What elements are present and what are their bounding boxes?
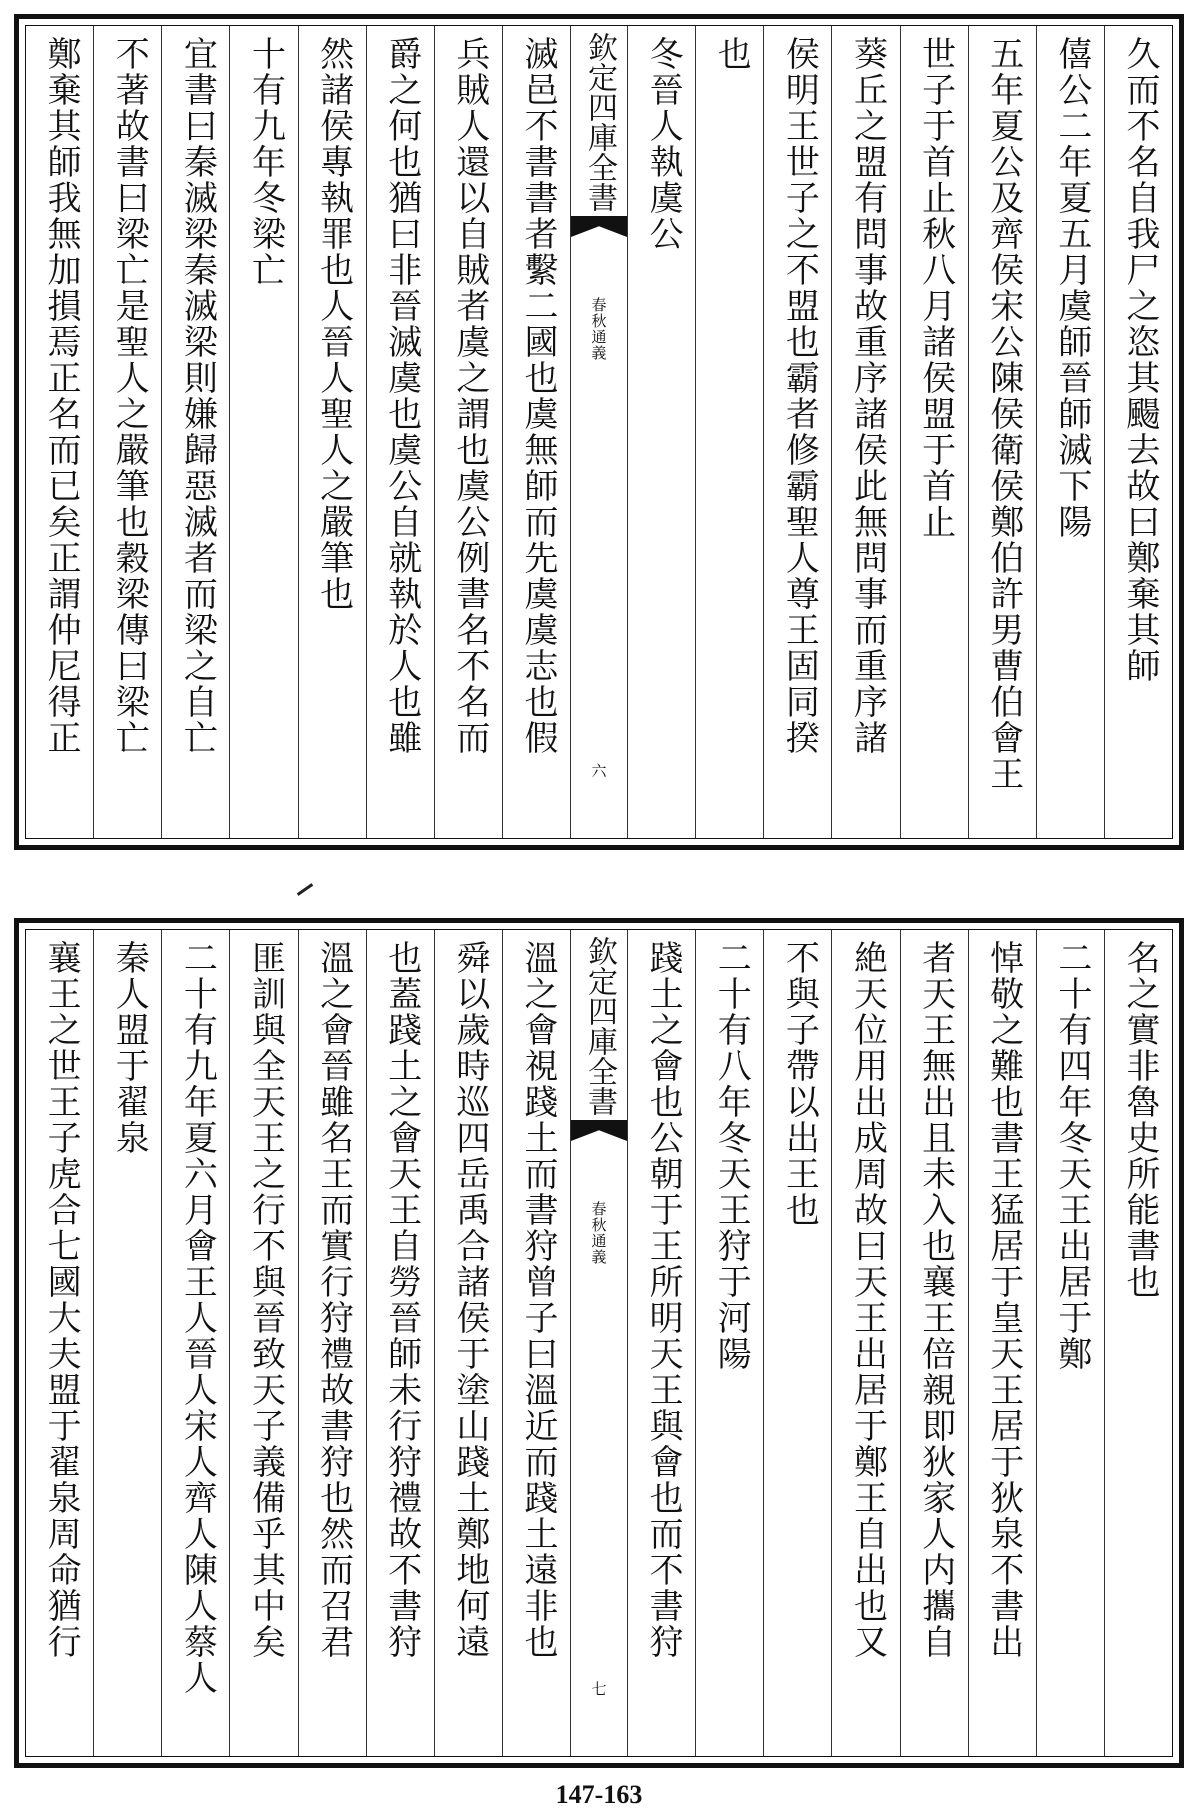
text-column: [93, 26, 161, 838]
column-text: 二十有四年冬天王出居于鄭: [1051, 940, 1092, 1372]
column-text: 僖公二年夏五月虞師晉師滅下陽: [1051, 36, 1092, 540]
text-column: [1036, 930, 1104, 1756]
column-text: 宜書曰秦滅梁秦滅梁則嫌歸惡滅者而梁之自亡: [177, 36, 218, 756]
column-text: 也蓋踐土之會天王自勞晉師未行狩禮故不書狩: [381, 940, 422, 1660]
page-number: 147-163: [555, 1780, 643, 1809]
text-column: [1104, 930, 1172, 1756]
text-column: [763, 930, 831, 1756]
text-column: [627, 930, 695, 1756]
stray-ink-mark: [297, 883, 313, 896]
column-text: 者天王無出且未入也襄王倍親即狄家人内攜自: [915, 940, 956, 1660]
book-title: 欽定四庫全書: [582, 32, 617, 212]
column-text: 然諸侯專執罪也人晉人聖人之嚴筆也: [313, 36, 354, 612]
text-column: [831, 930, 899, 1756]
text-column: [366, 26, 434, 838]
column-text: 世子于首止秋八月諸侯盟于首止: [915, 36, 956, 540]
column-text: 秦人盟于翟泉: [109, 940, 150, 1156]
column-text: 悼敬之難也書王猛居于皇天王居于狄泉不書出: [983, 940, 1024, 1660]
text-column: [93, 930, 161, 1756]
text-column: [298, 26, 366, 838]
top-page-frame: [25, 25, 1173, 839]
fishtail-mark: [571, 216, 627, 253]
column-text: 絶天位用出成周故曰天王出居于鄭王自出也又: [847, 940, 888, 1660]
column-text: 也: [711, 36, 752, 72]
column-text: 兵賊人還以自賊者虞之謂也虞公例書名不名而: [449, 36, 490, 756]
text-column: [695, 930, 763, 1756]
bottom-page: [14, 918, 1184, 1768]
text-column: [161, 930, 229, 1756]
column-text: 葵丘之盟有問事故重序諸侯此無問事而重序諸: [847, 36, 888, 756]
text-column: [627, 26, 695, 838]
fishtail-mark: [571, 1120, 627, 1157]
column-text: 爵之何也猶曰非晉滅虞也虞公自就執於人也雖: [381, 36, 422, 756]
text-column: [1036, 26, 1104, 838]
text-column: [434, 26, 502, 838]
column-text: 舜以歲時巡四岳禹合諸侯于塗山踐土鄭地何遠: [449, 940, 490, 1660]
column-text: 不與子帶以出王也: [779, 940, 820, 1228]
folio-number: 七: [589, 1681, 608, 1696]
column-text: 溫之會視踐土而書狩曾子曰溫近而踐土遠非也: [518, 940, 558, 1660]
text-column: [900, 26, 968, 838]
text-column: [229, 26, 297, 838]
column-text: 滅邑不書書者繫二國也虞無師而先虞虞志也假: [518, 36, 558, 756]
column-text: 二十有八年冬天王狩于河陽: [711, 940, 752, 1372]
text-column: [968, 26, 1036, 838]
text-column: [229, 930, 297, 1756]
book-title: 欽定四庫全書: [582, 936, 617, 1116]
center-fold: [570, 930, 627, 1756]
center-fold: [570, 26, 627, 838]
text-column: [695, 26, 763, 838]
top-page: [14, 14, 1184, 850]
column-text: 十有九年冬梁亡: [245, 36, 286, 288]
column-text: 溫之會晉雖名王而實行狩禮故書狩也然而召君: [313, 940, 354, 1660]
book-subtitle: 春秋通義: [589, 297, 608, 361]
text-column: [900, 930, 968, 1756]
text-column: [1104, 26, 1172, 838]
column-text: 襄王之世王子虎合七國大夫盟于翟泉周命猶行: [41, 940, 82, 1660]
column-text: 五年夏公及齊侯宋公陳侯衛侯鄭伯許男曹伯會王: [983, 36, 1024, 792]
text-column: [161, 26, 229, 838]
column-text: 久而不名自我尸之恣其颺去故曰鄭棄其師: [1120, 36, 1160, 684]
column-text: 名之實非魯史所能書也: [1120, 940, 1160, 1300]
column-text: 二十有九年夏六月會王人晉人宋人齊人陳人蔡人: [177, 940, 218, 1696]
text-column: [26, 26, 93, 838]
text-column: [366, 930, 434, 1756]
text-column: [298, 930, 366, 1756]
bottom-page-frame: [25, 929, 1173, 1757]
column-text: 不著故書曰梁亡是聖人之嚴筆也穀梁傳曰梁亡: [109, 36, 150, 756]
text-column: [763, 26, 831, 838]
column-text: 踐土之會也公朝于王所明天王與會也而不書狩: [643, 940, 684, 1660]
folio-number: 六: [589, 763, 608, 778]
text-column: [968, 930, 1036, 1756]
column-text: 匪訓與全天王之行不與晉致天子義備乎其中矣: [245, 940, 286, 1660]
text-column: [434, 930, 502, 1756]
column-text: 侯明王世子之不盟也霸者修霸聖人尊王固同揆: [779, 36, 820, 756]
text-column: [502, 930, 570, 1756]
column-text: 冬晉人執虞公: [643, 36, 684, 252]
text-column: [831, 26, 899, 838]
text-column: [26, 930, 93, 1756]
column-text: 鄭棄其師我無加損焉正名而已矣正謂仲尼得正: [41, 36, 82, 756]
text-column: [502, 26, 570, 838]
book-subtitle: 春秋通義: [589, 1201, 608, 1265]
